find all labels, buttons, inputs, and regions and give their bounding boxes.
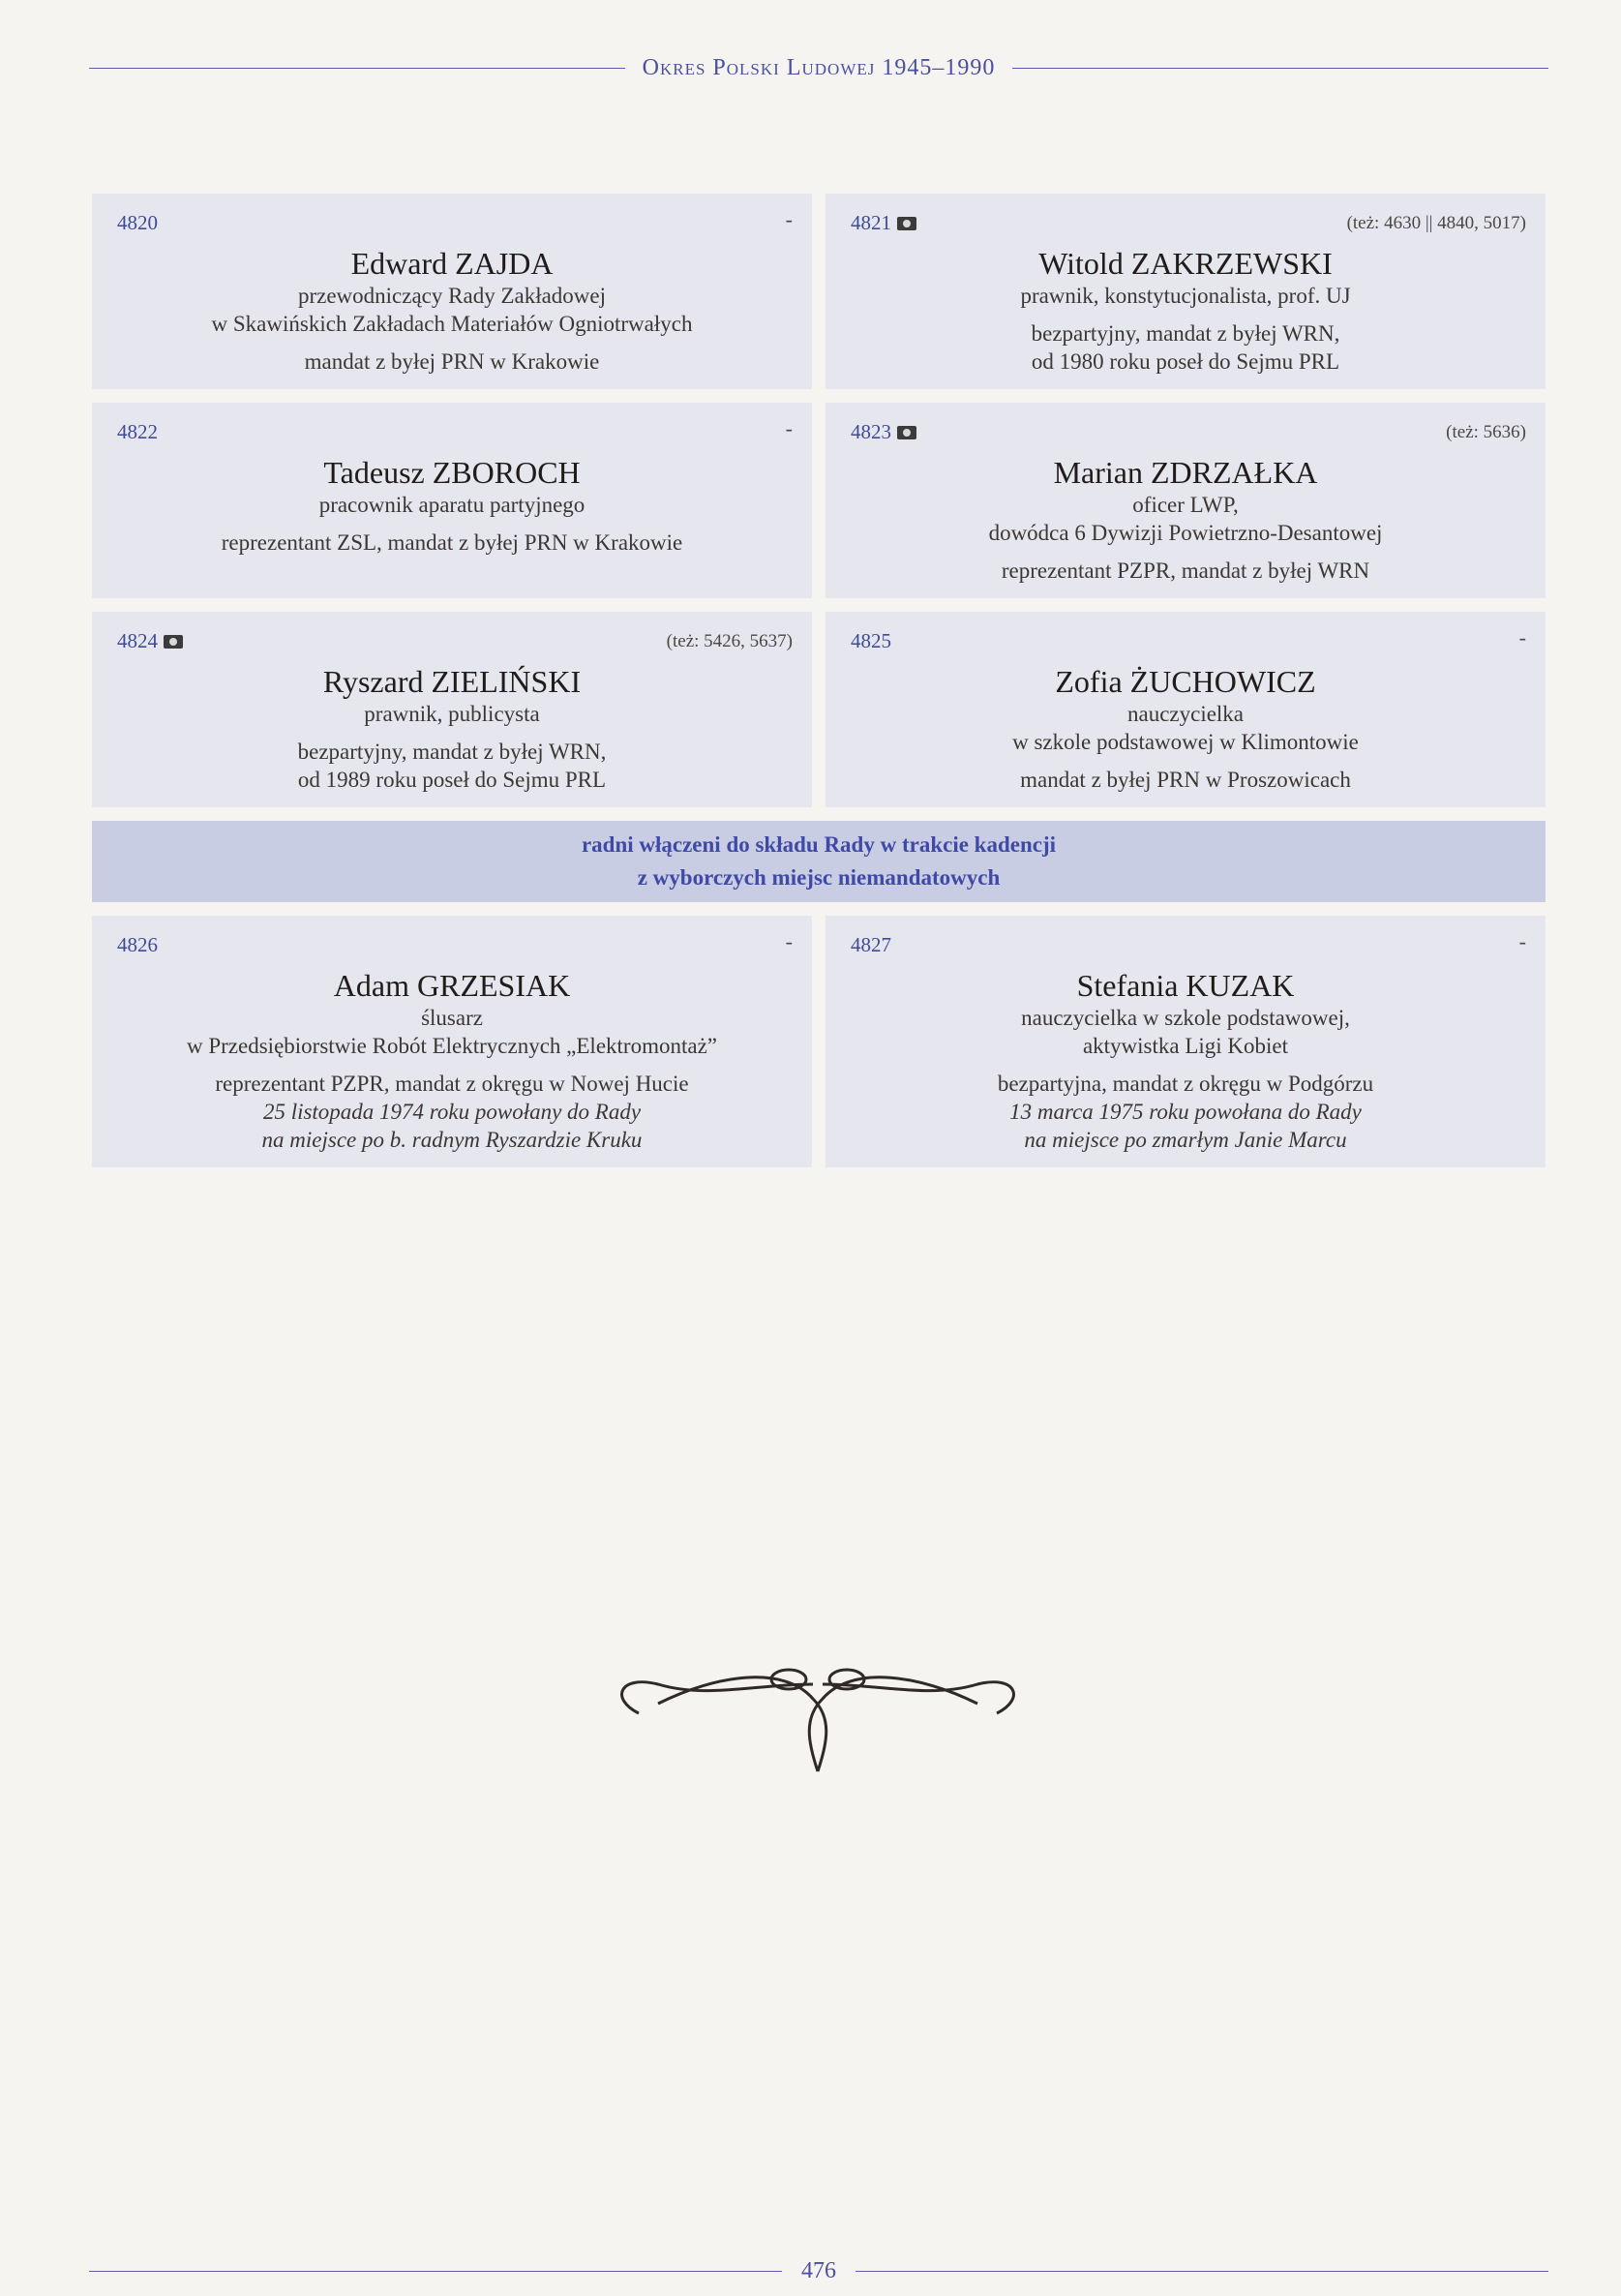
person-mandate: mandat z byłej PRN w Proszowicach [1020, 768, 1351, 792]
entry-row [92, 612, 1546, 807]
person-mandate: bezpartyjna, mandat z okręgu w Podgórzu [997, 1072, 1374, 1096]
person-name: Adam GRZESIAK [333, 968, 571, 1003]
entries-grid [92, 194, 1546, 1181]
entry-number [117, 629, 183, 653]
entry-card [92, 403, 812, 598]
person-note: na miejsce po b. radnym Ryszardzie Kruku [261, 1128, 643, 1152]
person-occupation: prawnik, konstytucjonalista, prof. UJ [1020, 284, 1351, 308]
footer-rule-left [89, 2271, 782, 2272]
spacer [845, 1060, 1526, 1070]
entry-number-text: 4822 [117, 420, 158, 443]
header-rule-left [89, 68, 625, 69]
entry-dash: - [785, 207, 793, 231]
person-occupation: przewodniczący Rady Zakładowej [297, 284, 607, 308]
camera-icon [897, 217, 916, 230]
person-mandate: od 1980 roku poseł do Sejmu PRL [1031, 349, 1340, 374]
spacer [845, 310, 1526, 319]
entry-dash: - [785, 416, 793, 440]
person-name: Stefania KUZAK [1076, 968, 1295, 1003]
entry-cross-reference: (też: 4630 || 4840, 5017) [1346, 213, 1526, 233]
person-name: Witold ZAKRZEWSKI [1038, 246, 1333, 281]
person-mandate: reprezentant ZSL, mandat z byłej PRN w Krakowie [221, 530, 683, 555]
person-occupation: prawnik, publicysta [364, 702, 540, 726]
entry-number-text: 4824 [117, 629, 158, 652]
page-header [89, 50, 1548, 85]
entry-card [826, 916, 1546, 1167]
person-occupation: w Skawińskich Zakładach Materiałów Ogniotrwałych [211, 312, 693, 336]
page-number: 476 [801, 2257, 836, 2283]
person-mandate: bezpartyjny, mandat z byłej WRN, [297, 740, 607, 764]
entry-number-text: 4827 [851, 933, 891, 956]
entry-number [851, 933, 891, 957]
person-occupation: nauczycielka w szkole podstawowej, [1021, 1006, 1350, 1030]
person-occupation: w szkole podstawowej w Klimontowie [1012, 730, 1359, 754]
entry-row [92, 403, 1546, 598]
person-occupation: nauczycielka [1126, 702, 1245, 726]
spacer [845, 547, 1526, 557]
person-occupation: dowódca 6 Dywizji Powietrzno-Desantowej [988, 521, 1383, 545]
person-occupation: oficer LWP, [1132, 493, 1239, 517]
entry-dash: - [1518, 625, 1526, 650]
entry-cross-reference: (też: 5636) [1446, 422, 1526, 442]
person-name: Tadeusz ZBOROCH [323, 455, 581, 490]
entry-card [92, 612, 812, 807]
entry-row [92, 916, 1546, 1167]
entry-number [117, 211, 158, 235]
person-name: Edward ZAJDA [350, 246, 554, 281]
entry-cross-reference: (też: 5426, 5637) [666, 631, 793, 651]
entry-number-text: 4820 [117, 211, 158, 234]
entry-number [851, 211, 916, 235]
entry-card [92, 194, 812, 389]
entry-dash: - [1518, 929, 1526, 953]
camera-icon [897, 426, 916, 439]
person-note: 25 listopada 1974 roku powołany do Rady [262, 1100, 642, 1124]
spacer [111, 519, 793, 529]
entry-number-text: 4823 [851, 420, 891, 443]
entry-number [851, 420, 916, 444]
band-line-2: z wyborczych miejsc niemandatowych [637, 865, 1001, 890]
spacer [111, 338, 793, 347]
entry-card [826, 403, 1546, 598]
entry-row [92, 194, 1546, 389]
entry-number [851, 629, 891, 653]
person-note: na miejsce po zmarłym Janie Marcu [1024, 1128, 1347, 1152]
person-mandate: reprezentant PZPR, mandat z byłej WRN [1001, 559, 1370, 583]
entry-card [826, 194, 1546, 389]
person-name: Zofia ŻUCHOWICZ [1055, 664, 1316, 699]
entry-number-text: 4826 [117, 933, 158, 956]
spacer [111, 1060, 793, 1070]
person-occupation: pracownik aparatu partyjnego [318, 493, 585, 517]
person-mandate: mandat z byłej PRN w Krakowie [304, 349, 600, 374]
person-name: Ryszard ZIELIŃSKI [322, 664, 582, 699]
person-occupation: ślusarz [421, 1006, 483, 1030]
entry-number [117, 933, 158, 957]
person-name: Marian ZDRZAŁKA [1053, 455, 1318, 490]
spacer [111, 728, 793, 738]
person-note: 13 marca 1975 roku powołana do Rady [1009, 1100, 1362, 1124]
entry-number [117, 420, 158, 444]
ornament-flourish-icon [600, 1646, 1036, 1781]
entry-dash: - [785, 929, 793, 953]
person-occupation: w Przedsiębiorstwie Robót Elektrycznych „Elektromontaż” [187, 1034, 717, 1058]
person-occupation: aktywistka Ligi Kobiet [1082, 1034, 1289, 1058]
person-mandate: reprezentant PZPR, mandat z okręgu w Nowej Hucie [215, 1072, 689, 1096]
page-footer [89, 2253, 1548, 2288]
camera-icon [164, 635, 183, 649]
footer-rule-right [856, 2271, 1548, 2272]
band-line-1: radni włączeni do składu Rady w trakcie kadencji [581, 832, 1057, 857]
section-band [92, 821, 1546, 902]
entry-number-text: 4821 [851, 211, 891, 234]
person-mandate: bezpartyjny, mandat z byłej WRN, [1031, 321, 1340, 346]
running-title: Okres Polski Ludowej 1945–1990 [642, 54, 996, 80]
entry-card [92, 916, 812, 1167]
entry-number-text: 4825 [851, 629, 891, 652]
spacer [845, 756, 1526, 766]
person-mandate: od 1989 roku poseł do Sejmu PRL [297, 768, 607, 792]
header-rule-right [1012, 68, 1548, 69]
entry-card [826, 612, 1546, 807]
